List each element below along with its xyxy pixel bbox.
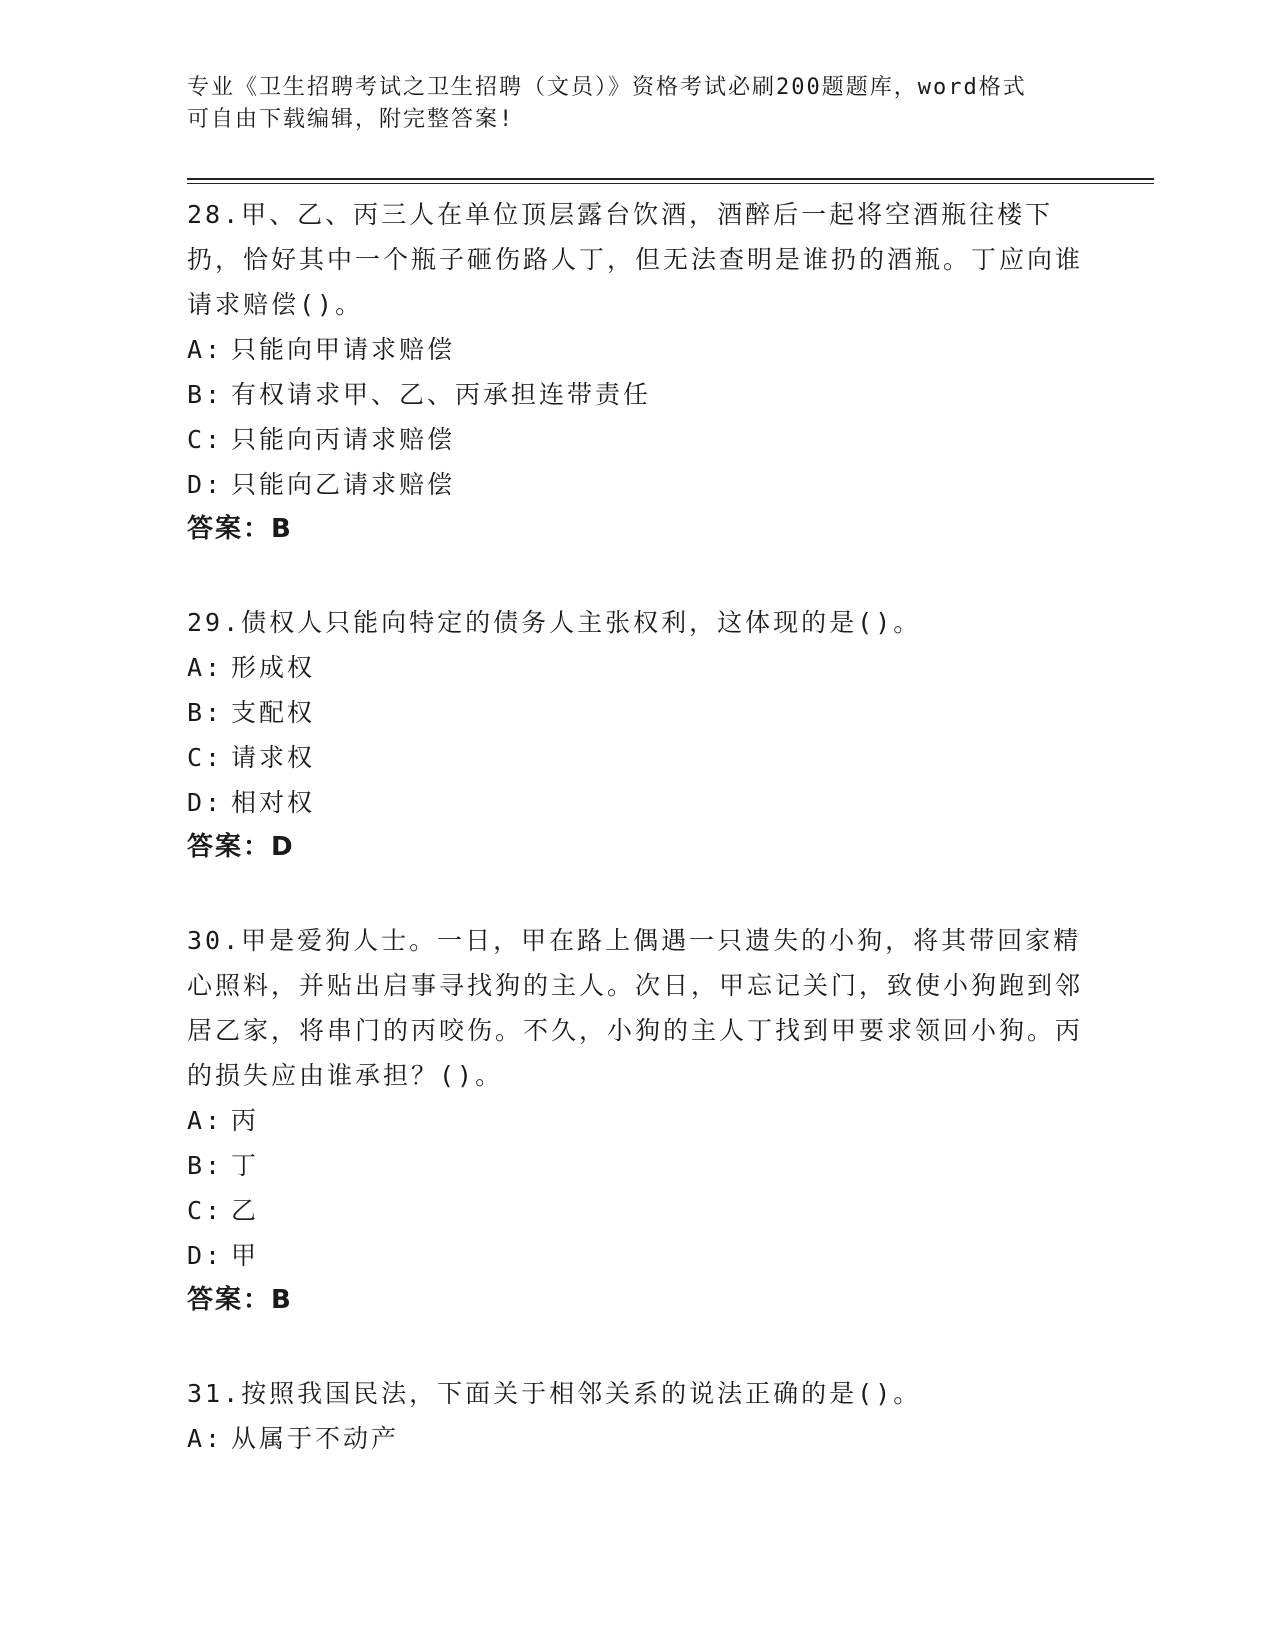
option-letter: A:: [187, 335, 224, 364]
option-letter: A:: [187, 1424, 224, 1453]
question-stem: 29.债权人只能向特定的债务人主张权利，这体现的是()。: [187, 608, 922, 637]
option-d: [187, 780, 1087, 825]
question-list: [187, 192, 1087, 1509]
question-31: [187, 1371, 1087, 1461]
option-letter: C:: [187, 743, 224, 772]
option-a: [187, 327, 1087, 372]
option-c: [187, 417, 1087, 462]
option-b: [187, 1143, 1087, 1188]
option-text: 乙: [231, 1196, 260, 1225]
option-letter: B:: [187, 1151, 224, 1180]
header-divider-thin: [187, 183, 1154, 184]
option-c: [187, 1188, 1087, 1233]
option-letter: B:: [187, 698, 224, 727]
option-a: [187, 1416, 1087, 1461]
header-line-2: 可自由下载编辑，附完整答案!: [187, 107, 515, 132]
option-b: [187, 690, 1087, 735]
option-text: 支配权: [231, 698, 316, 727]
question-30: [187, 918, 1087, 1323]
option-text: 有权请求甲、乙、丙承担连带责任: [231, 380, 652, 409]
question-stem: 31.按照我国民法，下面关于相邻关系的说法正确的是()。: [187, 1379, 922, 1408]
option-a: [187, 645, 1087, 690]
option-letter: D:: [187, 470, 224, 499]
option-letter: D:: [187, 1241, 224, 1270]
option-c: [187, 735, 1087, 780]
option-b: [187, 372, 1087, 417]
option-text: 只能向甲请求赔偿: [231, 335, 456, 364]
option-text: 丁: [231, 1151, 260, 1180]
option-text: 甲: [231, 1241, 260, 1270]
question-stem: 30.甲是爱狗人士。一日，甲在路上偶遇一只遗失的小狗，将其带回家精心照料，并贴出启事寻找狗的主人。次日，甲忘记关门，致使小狗跑到邻居乙家，将串门的丙咬伤。不久，小狗的主人丁找到甲要求领回小狗。丙的损失应由谁承担？()。: [187, 926, 1084, 1090]
answer-label: 答案：D: [187, 832, 295, 862]
question-28: [187, 192, 1087, 552]
option-text: 只能向乙请求赔偿: [231, 470, 456, 499]
option-letter: A:: [187, 653, 224, 682]
document-header: [187, 72, 1087, 136]
answer-label: 答案：B: [187, 514, 293, 544]
option-letter: C:: [187, 1196, 224, 1225]
option-text: 丙: [231, 1106, 260, 1135]
option-text: 从属于不动产: [231, 1424, 400, 1453]
option-text: 只能向丙请求赔偿: [231, 425, 456, 454]
header-divider-thick: [187, 178, 1154, 180]
option-letter: C:: [187, 425, 224, 454]
option-d: [187, 462, 1087, 507]
option-letter: A:: [187, 1106, 224, 1135]
option-letter: B:: [187, 380, 224, 409]
option-letter: D:: [187, 788, 224, 817]
option-text: 相对权: [231, 788, 316, 817]
header-line-1: 专业《卫生招聘考试之卫生招聘（文员）》资格考试必刷200题题库，word格式: [187, 75, 1027, 100]
question-stem: 28.甲、乙、丙三人在单位顶层露台饮酒，酒醉后一起将空酒瓶往楼下扔，恰好其中一个瓶子砸伤路人丁，但无法查明是谁扔的酒瓶。丁应向谁请求赔偿()。: [187, 200, 1084, 319]
option-text: 形成权: [231, 653, 316, 682]
option-text: 请求权: [231, 743, 316, 772]
option-a: [187, 1098, 1087, 1143]
option-d: [187, 1233, 1087, 1278]
answer-label: 答案：B: [187, 1285, 293, 1315]
question-29: [187, 600, 1087, 870]
